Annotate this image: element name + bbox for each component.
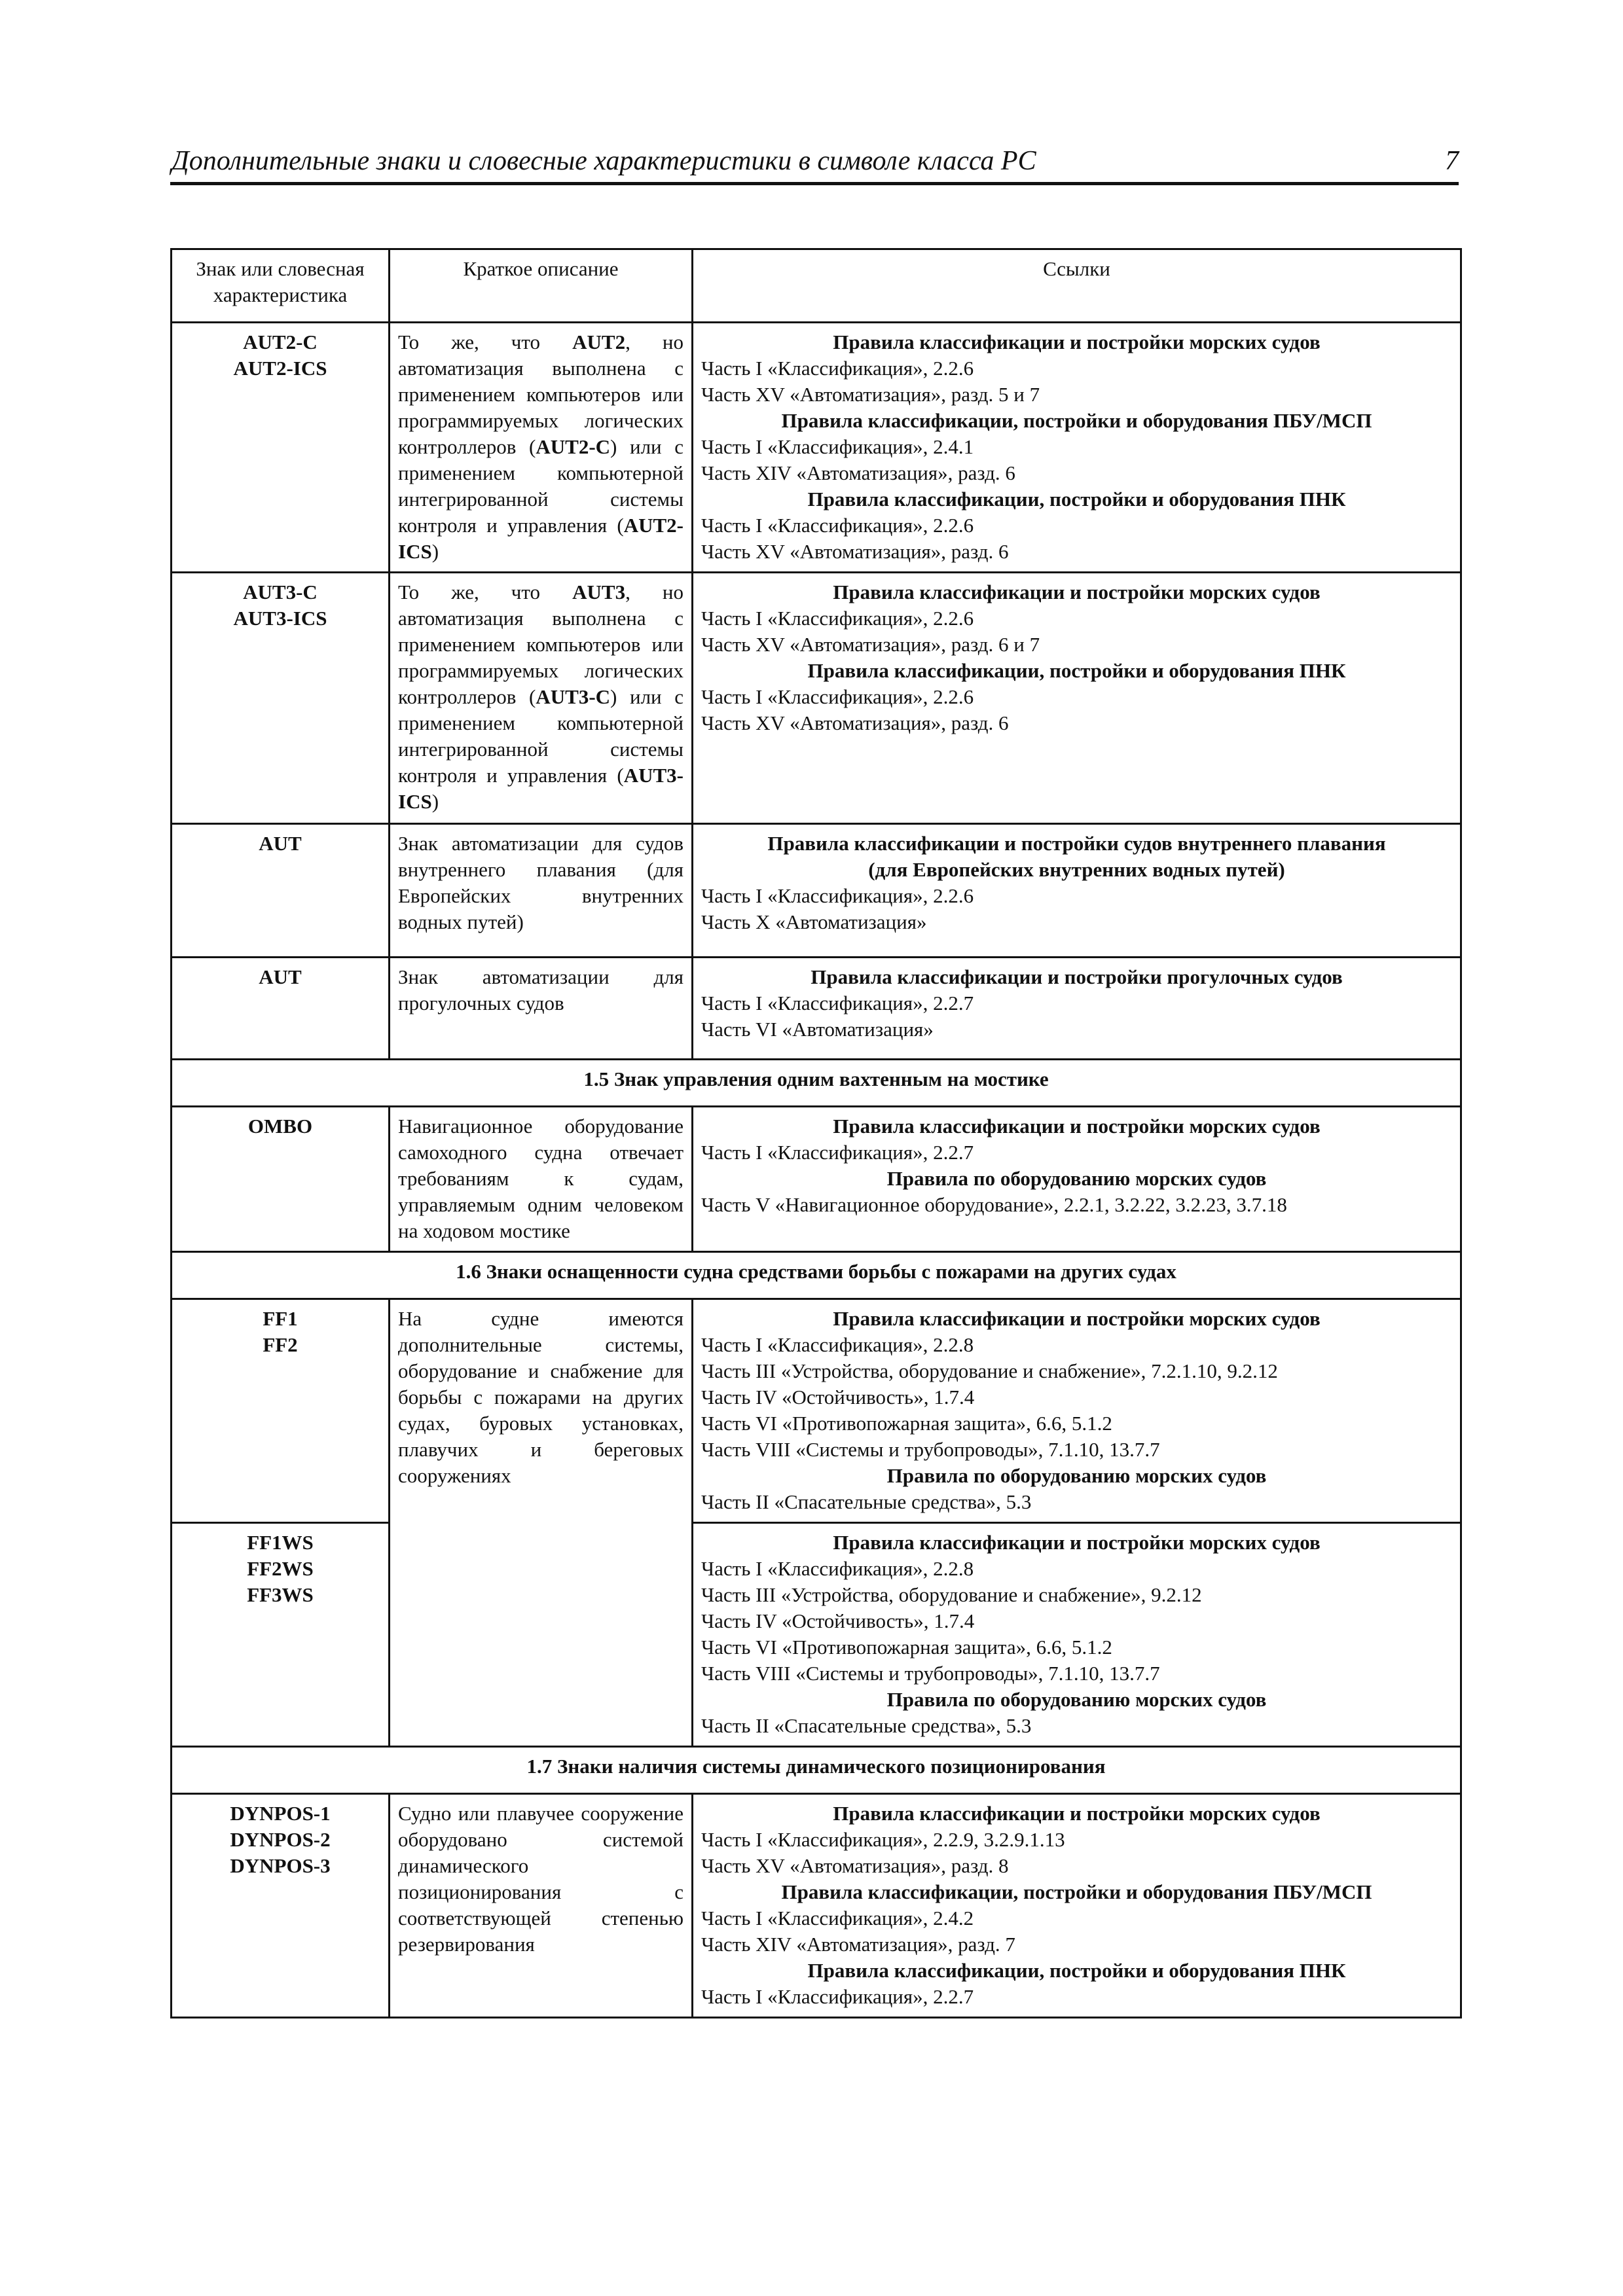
sign-cell (172, 1794, 390, 2018)
refs-cell (693, 958, 1461, 1060)
rules-reference: Часть XV «Автоматизация», разд. 6 и 7 (701, 633, 1040, 656)
table-row (172, 1107, 1461, 1252)
description-cell: Знак автоматизации для судов внутреннего плавания (для Европейских внутренних водных путей) (390, 824, 693, 958)
sign-code: DYNPOS-3 (230, 1854, 331, 1877)
sign-code: FF1WS (247, 1531, 314, 1554)
sign-code: DYNPOS-2 (230, 1828, 331, 1851)
rules-reference: Часть VI «Автоматизация» (701, 1018, 934, 1041)
rules-title: Правила классификации и постройки морских судов (833, 331, 1321, 353)
rules-title: (для Европейских внутренних водных путей) (868, 858, 1285, 881)
rules-reference: Часть I «Классификация», 2.2.6 (701, 685, 974, 708)
header-title: Дополнительные знаки и словесные характеристики в символе класса РС (172, 146, 1036, 176)
rules-reference: Часть V «Навигационное оборудование», 2.2.1, 3.2.22, 3.2.23, 3.7.18 (701, 1193, 1287, 1216)
table-row (172, 1299, 1461, 1523)
page-number: 7 (1445, 146, 1459, 176)
sign-code: FF2 (263, 1333, 298, 1356)
sign-code: DYNPOS-1 (230, 1802, 331, 1825)
rules-title: Правила классификации и постройки морских судов (833, 1307, 1321, 1330)
refs-cell (693, 824, 1461, 958)
rules-reference: Часть VI «Противопожарная защита», 6.6, 5.1.2 (701, 1636, 1112, 1659)
sign-code: AUT (259, 965, 302, 988)
rules-reference: Часть VI «Противопожарная защита», 6.6, 5.1.2 (701, 1412, 1112, 1435)
table-row (172, 1794, 1461, 2018)
rules-title: Правила классификации и постройки морских судов (833, 1531, 1321, 1554)
rules-reference: Часть I «Классификация», 2.2.7 (701, 992, 974, 1014)
section-row (172, 1252, 1461, 1299)
section-heading-1-7: 1.7 Знаки наличия системы динамического позиционирования (172, 1747, 1461, 1794)
rules-reference: Часть I «Классификация», 2.2.8 (701, 1333, 974, 1356)
rules-reference: Часть I «Классификация», 2.2.9, 3.2.9.1.13 (701, 1828, 1065, 1851)
rules-reference: Часть III «Устройства, оборудование и снабжение», 7.2.1.10, 9.2.12 (701, 1359, 1278, 1382)
rules-title: Правила классификации, постройки и оборудования ПБУ/МСП (781, 1880, 1372, 1903)
rules-reference: Часть I «Классификация», 2.4.2 (701, 1907, 974, 1929)
column-header-sign: Знак или словесная характеристика (172, 249, 390, 323)
sign-cell (172, 573, 390, 824)
rules-title: Правила классификации, постройки и оборудования ПНК (807, 488, 1346, 511)
rules-reference: Часть III «Устройства, оборудование и снабжение», 9.2.12 (701, 1583, 1202, 1606)
rules-title: Правила классификации, постройки и оборудования ПНК (807, 1959, 1346, 1982)
rules-reference: Часть VIII «Системы и трубопроводы», 7.1.10, 13.7.7 (701, 1438, 1160, 1461)
column-header-description: Краткое описание (390, 249, 693, 323)
description-cell: Судно или плавучее сооружение оборудовано системой динамического позиционирования с соответствующей степенью резервирования (390, 1794, 693, 2018)
rules-reference: Часть X «Автоматизация» (701, 910, 927, 933)
rules-title: Правила классификации и постройки морских судов (833, 1115, 1321, 1138)
section-row (172, 1060, 1461, 1107)
refs-cell (693, 573, 1461, 824)
sign-cell (172, 1299, 390, 1523)
rules-reference: Часть XIV «Автоматизация», разд. 6 (701, 461, 1015, 484)
rules-reference: Часть IV «Остойчивость», 1.7.4 (701, 1386, 975, 1408)
rules-title: Правила классификации и постройки морских судов (833, 581, 1321, 603)
sign-cell (172, 958, 390, 1060)
rules-reference: Часть I «Классификация», 2.2.7 (701, 1141, 974, 1164)
rules-title: Правила по оборудованию морских судов (886, 1464, 1267, 1487)
table-row (172, 573, 1461, 824)
sign-code: FF2WS (247, 1557, 314, 1580)
rules-reference: Часть XV «Автоматизация», разд. 6 (701, 540, 1009, 563)
rules-title: Правила классификации и постройки морских судов (833, 1802, 1321, 1825)
rules-title: Правила классификации и постройки судов внутреннего плавания (767, 832, 1386, 855)
sign-code: FF3WS (247, 1583, 314, 1606)
description-cell: То же, что AUT2, но автоматизация выполнена с применением компьютеров или программируемых логических контроллеров (AUT2-C) или с применением компьютерной интегрированной системы контроля и управления (AUT2-ICS) (390, 323, 693, 573)
sign-code: OMBO (247, 1115, 313, 1138)
rules-reference: Часть I «Классификация», 2.2.6 (701, 884, 974, 907)
refs-cell (693, 1794, 1461, 2018)
sign-code: AUT3-ICS (233, 607, 327, 630)
rules-reference: Часть I «Классификация», 2.2.6 (701, 607, 974, 630)
rules-title: Правила классификации и постройки прогулочных судов (811, 965, 1343, 988)
rules-reference: Часть IV «Остойчивость», 1.7.4 (701, 1609, 975, 1632)
table-row (172, 824, 1461, 958)
rules-reference: Часть I «Классификация», 2.2.6 (701, 514, 974, 537)
refs-cell (693, 1299, 1461, 1523)
rules-reference: Часть VIII «Системы и трубопроводы», 7.1.10, 13.7.7 (701, 1662, 1160, 1685)
rules-reference: Часть II «Спасательные средства», 5.3 (701, 1714, 1032, 1737)
rules-reference: Часть XV «Автоматизация», разд. 8 (701, 1854, 1009, 1877)
classification-table (170, 248, 1462, 2018)
sign-cell (172, 1523, 390, 1747)
section-heading-1-5: 1.5 Знак управления одним вахтенным на мостике (172, 1060, 1461, 1107)
sign-cell (172, 323, 390, 573)
rules-reference: Часть XV «Автоматизация», разд. 6 (701, 711, 1009, 734)
rules-reference: Часть I «Классификация», 2.2.7 (701, 1985, 974, 2008)
column-header-refs: Ссылки (693, 249, 1461, 323)
sign-cell (172, 1107, 390, 1252)
refs-cell (693, 1523, 1461, 1747)
table-header-row (172, 249, 1461, 323)
sign-code: AUT3-C (243, 581, 318, 603)
section-row (172, 1747, 1461, 1794)
sign-cell (172, 824, 390, 958)
sign-code: AUT2-C (243, 331, 318, 353)
table-row (172, 1523, 1461, 1747)
rules-reference: Часть I «Классификация», 2.2.8 (701, 1557, 974, 1580)
section-heading-1-6: 1.6 Знаки оснащенности судна средствами борьбы с пожарами на других судах (172, 1252, 1461, 1299)
description-cell: Знак автоматизации для прогулочных судов (390, 958, 693, 1060)
description-cell: На судне имеются дополнительные системы, оборудование и снабжение для борьбы с пожарами на других судах, буровых установках, плавучих и береговых сооружениях (390, 1299, 693, 1747)
sign-code: AUT (259, 832, 302, 855)
refs-cell (693, 323, 1461, 573)
table-row (172, 958, 1461, 1060)
rules-reference: Часть II «Спасательные средства», 5.3 (701, 1490, 1032, 1513)
description-cell: То же, что AUT3, но автоматизация выполнена с применением компьютеров или программируемых логических контроллеров (AUT3-C) или с применением компьютерной интегрированной системы контроля и управления (AUT3-ICS) (390, 573, 693, 824)
rules-title: Правила классификации, постройки и оборудования ПНК (807, 659, 1346, 682)
rules-reference: Часть XIV «Автоматизация», разд. 7 (701, 1933, 1015, 1956)
sign-code: AUT2-ICS (233, 357, 327, 380)
running-header (170, 145, 1459, 185)
rules-reference: Часть XV «Автоматизация», разд. 5 и 7 (701, 383, 1040, 406)
rules-title: Правила по оборудованию морских судов (886, 1167, 1267, 1190)
rules-reference: Часть I «Классификация», 2.4.1 (701, 435, 974, 458)
sign-code: FF1 (263, 1307, 298, 1330)
rules-title: Правила по оборудованию морских судов (886, 1688, 1267, 1711)
rules-reference: Часть I «Классификация», 2.2.6 (701, 357, 974, 380)
refs-cell (693, 1107, 1461, 1252)
rules-title: Правила классификации, постройки и оборудования ПБУ/МСП (781, 409, 1372, 432)
table-row (172, 323, 1461, 573)
description-cell: Навигационное оборудование самоходного судна отвечает требованиям к судам, управляемым одним человеком на ходовом мостике (390, 1107, 693, 1252)
